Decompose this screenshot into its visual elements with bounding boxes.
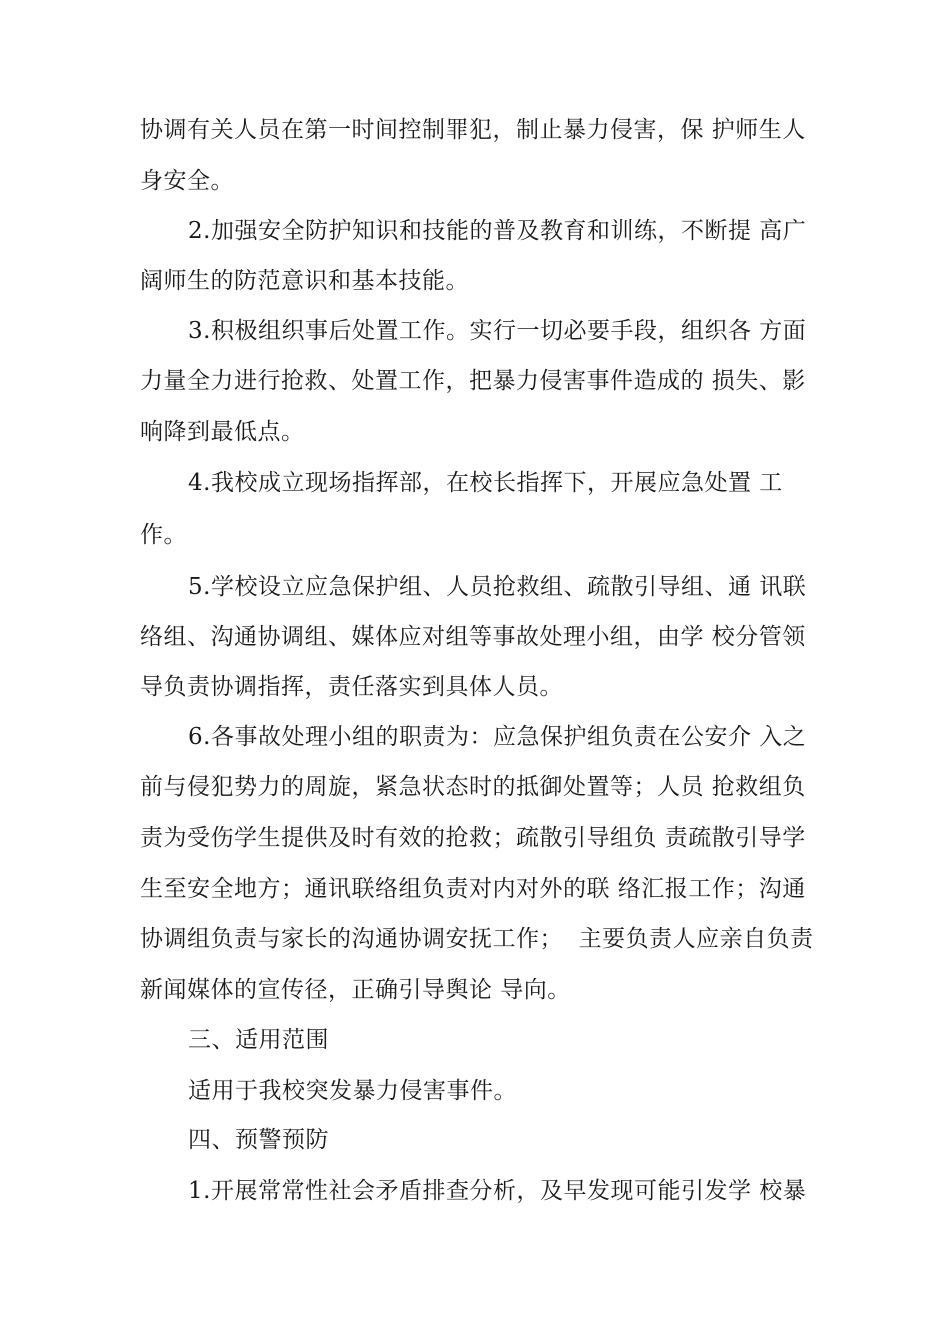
section-heading: 三、适用范围 <box>188 1027 329 1053</box>
text-line: 3.积极组织事后处置工作。实行一切必要手段，组织各 方面 <box>188 318 807 344</box>
text-line: 1.开展常常性社会矛盾排查分析，及早发现可能引发学 校暴 <box>188 1178 807 1204</box>
text-line: 导负责协调指挥，责任落实到具体人员。 <box>140 674 563 700</box>
text-line: 身安全。 <box>140 168 234 194</box>
text-line: 前与侵犯势力的周旋，紧急状态时的抵御处置等；人员 抢救组负 <box>140 774 806 800</box>
text-line: 2.加强安全防护知识和技能的普及教育和训练，不断提 高广 <box>188 218 807 244</box>
text-line: 新闻媒体的宣传径，正确引导舆论 导向。 <box>140 977 571 1003</box>
text-line: 协调有关人员在第一时间控制罪犯，制止暴力侵害，保 护师生人 <box>140 117 806 143</box>
text-line: 6.各事故处理小组的职责为：应急保护组负责在公安介 入之 <box>188 724 807 750</box>
text-line: 作。 <box>140 522 187 548</box>
text-line: 络组、沟通协调组、媒体应对组等事故处理小组，由学 校分管领 <box>140 624 806 650</box>
text-line: 适用于我校突发暴力侵害事件。 <box>188 1078 517 1104</box>
text-line: 责为受伤学生提供及时有效的抢救；疏散引导组负 责疏散引导学 <box>140 825 806 851</box>
text-line: 阔师生的防范意识和基本技能。 <box>140 268 469 294</box>
text-line: 协调组负责与家长的沟通协调安抚工作； 主要负责人应亲自负责 <box>140 926 814 952</box>
text-line: 力量全力进行抢救、处置工作，把暴力侵害事件造成的 损失、影 <box>140 368 806 394</box>
text-line: 5.学校设立应急保护组、人员抢救组、疏散引导组、通 讯联 <box>188 574 807 600</box>
text-line: 生至安全地方；通讯联络组负责对内对外的联 络汇报工作；沟通 <box>140 876 806 902</box>
section-heading: 四、预警预防 <box>188 1127 329 1153</box>
text-line: 4.我校成立现场指挥部，在校长指挥下，开展应急处置 工 <box>188 470 783 496</box>
text-line: 响降到最低点。 <box>140 419 305 445</box>
